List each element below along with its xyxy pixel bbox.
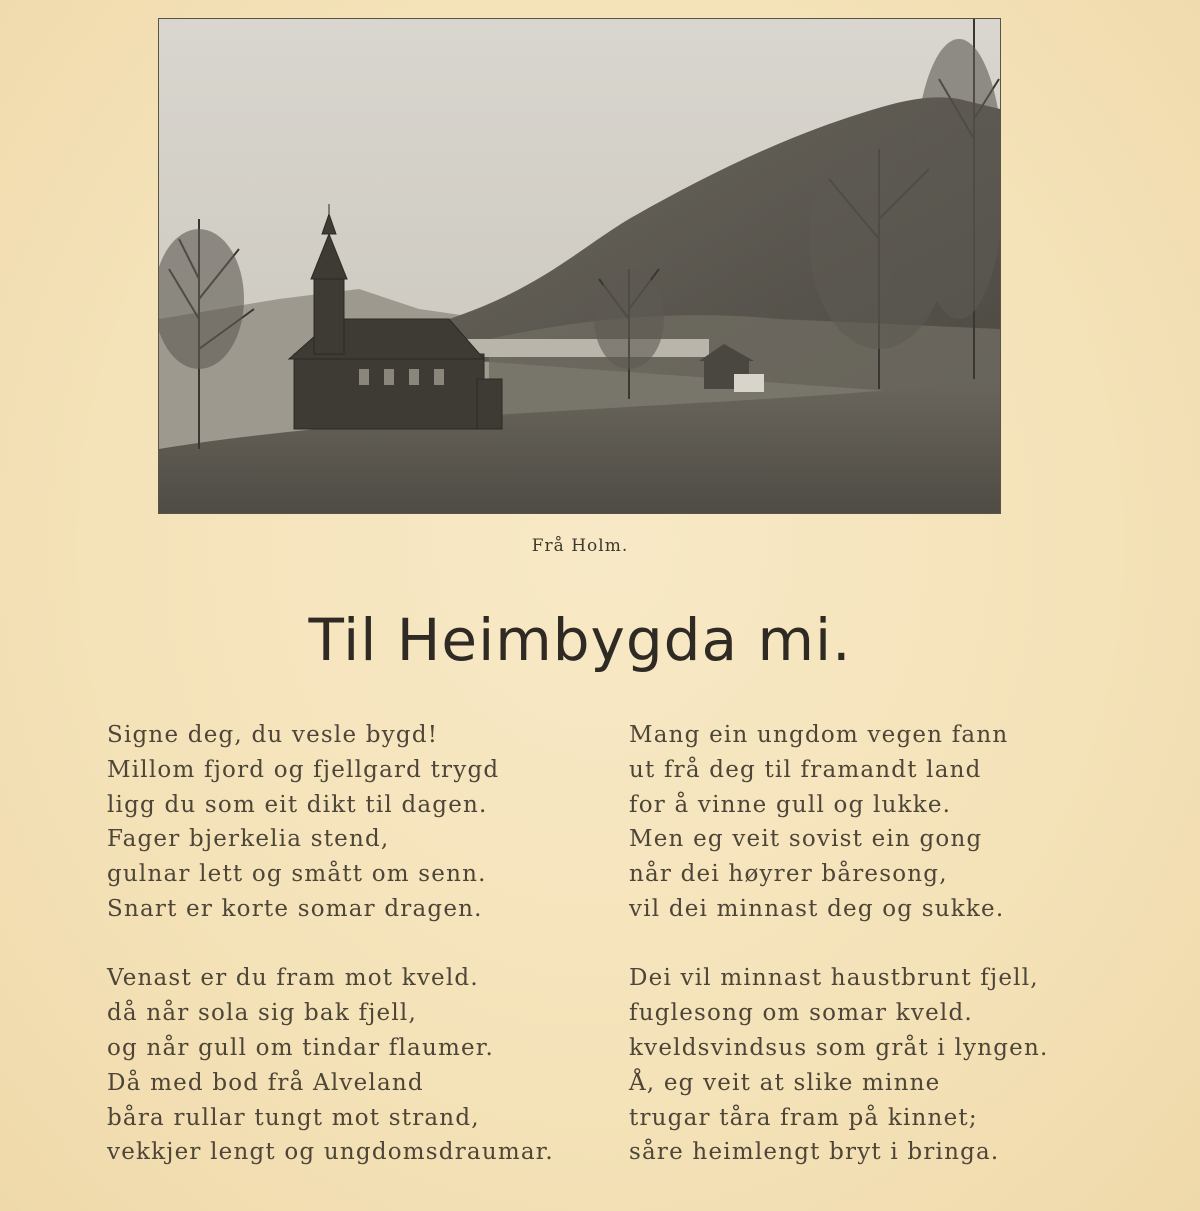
poem-line: då når sola sig bak fjell, bbox=[107, 1000, 417, 1027]
poem-line: ligg du som eit dikt til dagen. bbox=[107, 791, 488, 818]
poem-line: Då med bod frå Alveland bbox=[107, 1069, 424, 1096]
poem-line: ut frå deg til framandt land bbox=[629, 756, 982, 783]
stanza bbox=[107, 961, 567, 1170]
poem-line: vekkjer lengt og ungdomsdraumar. bbox=[107, 1139, 554, 1166]
poem-line: kveldsvindsus som gråt i lyngen. bbox=[629, 1034, 1049, 1061]
photo-caption: Frå Holm. bbox=[531, 536, 629, 556]
poem-column-right bbox=[629, 718, 1099, 1205]
stanza bbox=[107, 718, 567, 927]
church-photo bbox=[158, 18, 1001, 514]
poem-line: trugar tåra fram på kinnet; bbox=[629, 1104, 978, 1131]
poem-line: Fager bjerkelia stend, bbox=[107, 826, 390, 853]
poem-line: Millom fjord og fjellgard trygd bbox=[107, 756, 500, 783]
poem-line: Signe deg, du vesle bygd! bbox=[107, 722, 439, 748]
poem-line: og når gull om tindar flaumer. bbox=[107, 1034, 494, 1061]
poem-line: Snart er korte somar dragen. bbox=[107, 895, 483, 922]
poem-line: Venast er du fram mot kveld. bbox=[107, 965, 479, 992]
poem-line: Å, eg veit at slike minne bbox=[629, 1069, 941, 1096]
stanza bbox=[629, 961, 1099, 1170]
church-landscape-photo-icon bbox=[159, 19, 1000, 513]
poem-title: Til Heimbygda mi. bbox=[308, 606, 852, 674]
poem-line: for å vinne gull og lukke. bbox=[629, 791, 952, 818]
poem-line: Dei vil minnast haustbrunt fjell, bbox=[629, 965, 1039, 992]
poem-line: båra rullar tungt mot strand, bbox=[107, 1104, 480, 1131]
poem-column-left bbox=[107, 718, 567, 1205]
poem-line: vil dei minnast deg og sukke. bbox=[629, 895, 1005, 922]
poem-line: fuglesong om somar kveld. bbox=[629, 1000, 973, 1027]
poem-line: Men eg veit sovist ein gong bbox=[629, 826, 983, 853]
poem-line: Mang ein ungdom vegen fann bbox=[629, 722, 1009, 748]
poem-line: gulnar lett og smått om senn. bbox=[107, 861, 487, 888]
poem-line: såre heimlengt bryt i bringa. bbox=[629, 1139, 1000, 1166]
poem-line: når dei høyrer båresong, bbox=[629, 861, 948, 888]
stanza bbox=[629, 718, 1099, 927]
